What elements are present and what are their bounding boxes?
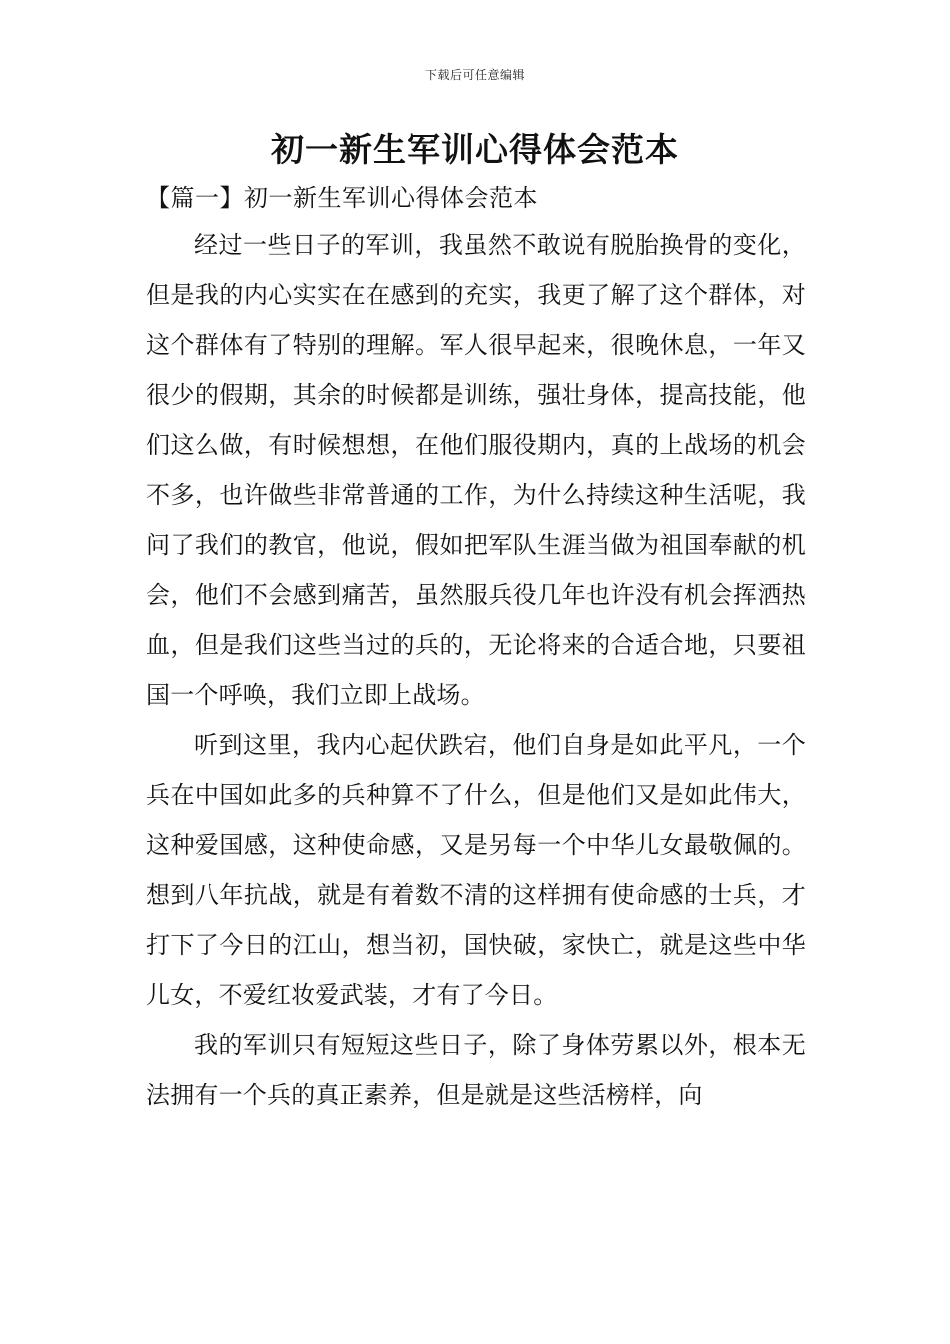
document-body (146, 176, 806, 1120)
paragraph-2: 听到这里，我内心起伏跌宕，他们自身是如此平凡，一个兵在中国如此多的兵种算不了什么，但是他们又是如此伟大，这种爱国感，这种使命感，又是另每一个中华儿女最敬佩的。想到八年抗战，就是有着数不清的这样拥有使命感的士兵，才打下了今日的江山，想当初，国快破，家快亡，就是这些中华儿女，不爱红妆爱武装，才有了今日。 (146, 731, 806, 1009)
header-note: 下载后可任意编辑 (424, 68, 525, 82)
document-title: 初一新生军训心得体会范本 (271, 130, 679, 169)
paragraph-3: 我的军训只有短短这些日子，除了身体劳累以外，根本无法拥有一个兵的真正素养，但是就是这些活榜样，向 (146, 1031, 806, 1109)
section-heading: 【篇一】初一新生军训心得体会范本 (146, 184, 538, 212)
paragraph-1: 经过一些日子的军训，我虽然不敢说有脱胎换骨的变化，但是我的内心实实在在感到的充实，我更了解了这个群体，对这个群体有了特别的理解。军人很早起来，很晚休息，一年又很少的假期，其余的时候都是训练，强壮身体，提高技能，他们这么做，有时候想想，在他们服役期内，真的上战场的机会不多，也许做些非常普通的工作，为什么持续这种生活呢，我问了我们的教官，他说，假如把军队生涯当做为祖国奉献的机会，他们不会感到痛苦，虽然服兵役几年也许没有机会挥洒热血，但是我们这些当过的兵的，无论将来的合适合地，只要祖国一个呼唤，我们立即上战场。 (146, 231, 806, 709)
